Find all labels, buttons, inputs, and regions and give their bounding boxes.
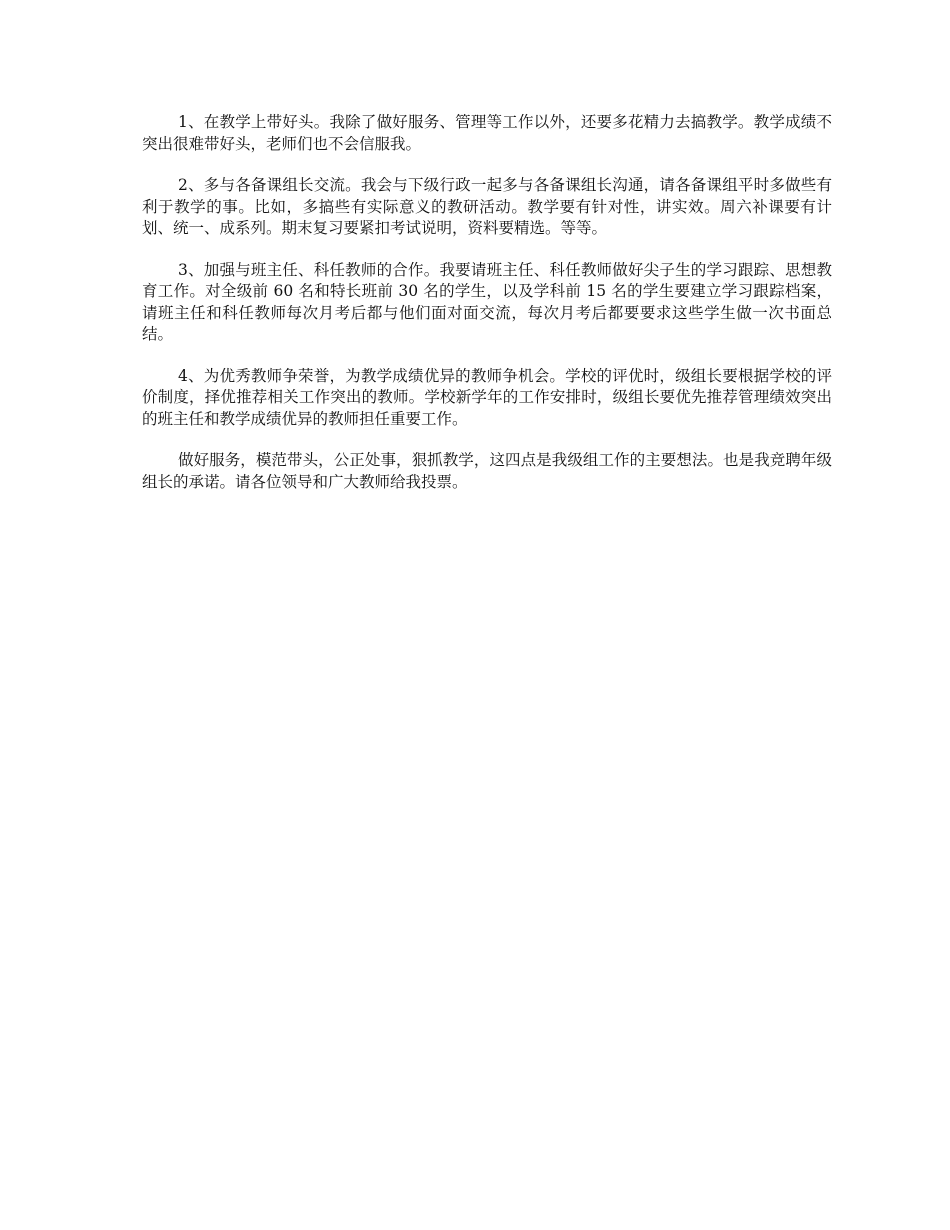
- paragraph-cooperate-with-teachers: 3、加强与班主任、科任教师的合作。我要请班主任、科任教师做好尖子生的学习跟踪、思想教育工作。对全级前 60 名和特长班前 30 名的学生，以及学科前 15 名的学生要建立学习跟踪档案，请班主任和科任教师每次月考后都与他们面对面交流，每次月考后都要要求这些学生做一次书面总结。: [142, 260, 832, 343]
- paragraph-honor-excellent-teachers: 4、为优秀教师争荣誉，为教学成绩优异的教师争机会。学校的评优时，级组长要根据学校的评价制度，择优推荐相关工作突出的教师。学校新学年的工作安排时，级组长要优先推荐管理绩效突出的班主任和教学成绩优异的教师担任重要工作。: [142, 366, 832, 428]
- paragraph-communicate-with-group-leaders: 2、多与各备课组长交流。我会与下级行政一起多与各备课组长沟通，请各备课组平时多做些有利于教学的事。比如，多搞些有实际意义的教研活动。教学要有针对性，讲实效。周六补课要有计划、统一、成系列。期末复习要紧扣考试说明，资料要精选。等等。: [142, 176, 832, 237]
- document-page: [142, 112, 832, 513]
- paragraph-lead-by-example: 1、在教学上带好头。我除了做好服务、管理等工作以外，还要多花精力去搞教学。教学成绩不突出很难带好头，老师们也不会信服我。: [142, 113, 832, 153]
- paragraph-closing-statement: 做好服务，模范带头，公正处事，狠抓教学，这四点是我级组工作的主要想法。也是我竞聘年级组长的承诺。请各位领导和广大教师给我投票。: [142, 451, 832, 491]
